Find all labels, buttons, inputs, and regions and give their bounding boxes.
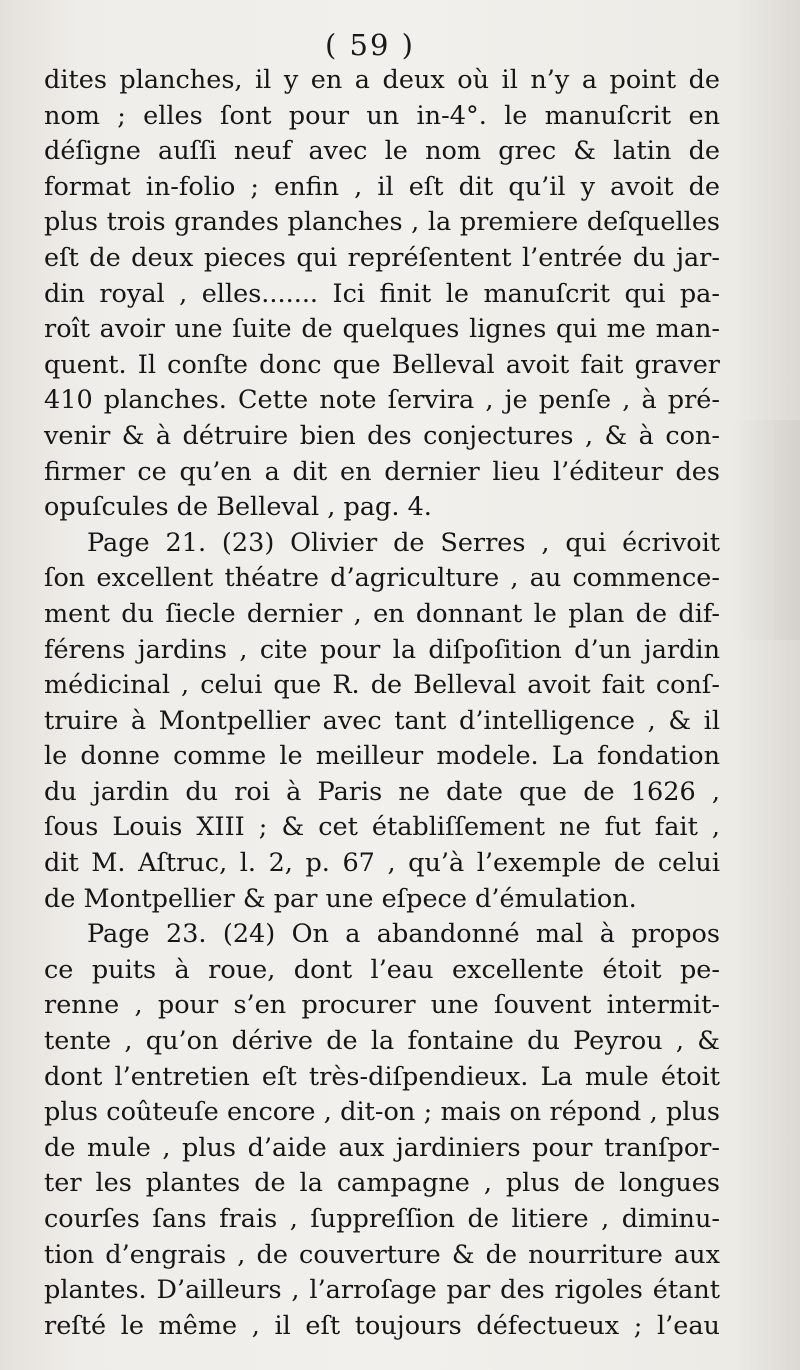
text-line: dont l’entretien eſt très-diſpendieux. La mule étoit: [44, 1061, 720, 1092]
text-line: roît avoir une ſuite de quelques lignes qui me man-: [44, 314, 720, 345]
text-line: quent. Il conſte donc que Belleval avoit fait graver: [44, 349, 720, 380]
text-line: format in-folio ; enfin , il eſt dit qu’il y avoit de: [44, 171, 720, 202]
text-line: eſt de deux pieces qui repréſentent l’entrée du jar-: [44, 242, 720, 273]
text-line: plus coûteuſe encore , dit-on ; mais on répond , plus: [44, 1097, 720, 1128]
text-line: dit M. Aſtruc, l. 2, p. 67 , qu’à l’exemple de celui: [44, 848, 720, 879]
text-line: din royal , elles....... Ici finit le manuſcrit qui pa-: [44, 278, 720, 309]
text-line: Page 21. (23) Olivier de Serres , qui écrivoit: [87, 527, 720, 558]
text-line: ter les plantes de la campagne , plus de longues: [44, 1168, 720, 1199]
text-line: de mule , plus d’aide aux jardiniers pour tranſpor-: [44, 1132, 720, 1163]
text-line: 410 planches. Cette note ſervira , je penſe , à pré-: [44, 385, 720, 416]
text-line: du jardin du roi à Paris ne date que de 1626 ,: [44, 776, 720, 807]
text-line: déſigne auſſi neuf avec le nom grec & latin de: [44, 136, 720, 167]
text-line: plantes. D’ailleurs , l’arroſage par des rigoles étant: [44, 1275, 720, 1306]
body-text: [44, 63, 720, 1344]
text-line: opuſcules de Belleval , pag. 4.: [44, 492, 432, 523]
text-line: venir & à détruire bien des conjectures , & à con-: [44, 420, 720, 451]
text-line: le donne comme le meilleur modele. La fondation: [44, 741, 720, 772]
text-line: tente , qu’on dérive de la fontaine du Peyrou , &: [44, 1026, 720, 1057]
text-line: férens jardins , cite pour la diſpoſition d’un jardin: [44, 634, 720, 665]
page-number: ( 59 ): [325, 28, 415, 62]
text-line: courſes ſans frais , ſuppreſſion de litiere , diminu-: [44, 1204, 720, 1234]
text-line: ſon excellent théatre d’agriculture , au commence-: [44, 563, 720, 594]
text-line: reſté le même , il eſt toujours défectueux ; l’eau: [44, 1310, 720, 1341]
text-line: de Montpellier & par une eſpece d’émulation.: [44, 883, 637, 914]
text-line: ment du ſiecle dernier , en donnant le plan de dif-: [44, 598, 720, 629]
text-line: tion d’engrais , de couverture & de nourriture aux: [44, 1239, 720, 1270]
paper-shadow: [730, 420, 800, 640]
text-line: nom ; elles ſont pour un in-4°. le manuſcrit en: [44, 100, 720, 131]
text-line: médicinal , celui que R. de Belleval avoit fait conſ-: [44, 670, 720, 701]
text-line: plus trois grandes planches , la premiere deſquelles: [44, 207, 720, 238]
text-line: firmer ce qu’en a dit en dernier lieu l’éditeur des: [44, 456, 720, 487]
text-line: Page 23. (24) On a abandonné mal à propos: [87, 919, 720, 950]
text-line: dites planches, il y en a deux où il n’y a point de: [44, 65, 720, 95]
text-line: truire à Montpellier avec tant d’intelligence , & il: [44, 705, 720, 736]
text-line: renne , pour s’en procurer une ſouvent intermit-: [44, 990, 720, 1021]
text-line: ſous Louis XIII ; & cet établiſſement ne fut fait ,: [44, 812, 720, 843]
text-line: ce puits à roue, dont l’eau excellente étoit pe-: [44, 954, 720, 985]
